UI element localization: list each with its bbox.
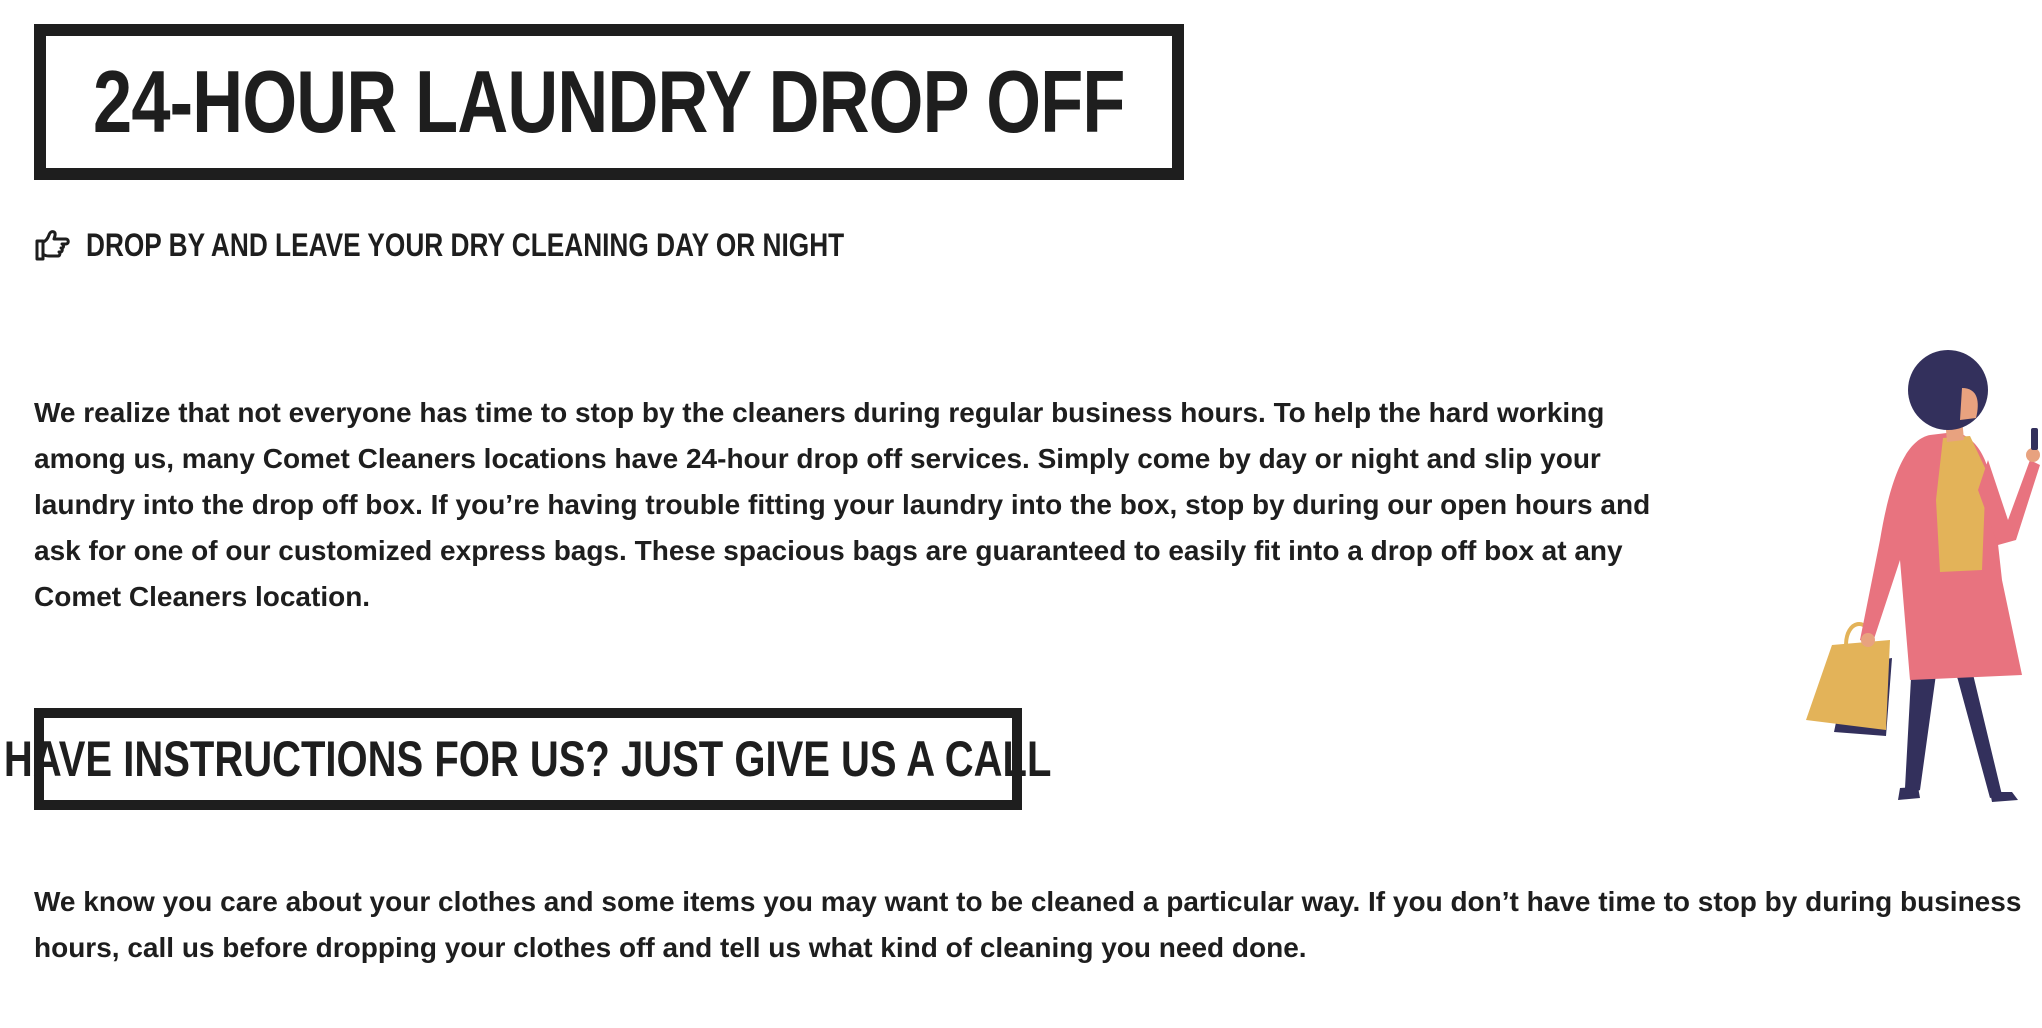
subheading <box>34 222 1011 268</box>
intro-paragraph: We realize that not everyone has time to stop by the cleaners during regular business hours. To help the hard working among us, many Comet Cleaners locations have 24-hour drop off services. Simply come by day or night and slip your laundry into the drop off box. If you’re having trouble fitting your laundry into the box, stop by during our open hours and ask for one of our customized express bags. These spacious bags are guaranteed to easily fit into a drop off box at any Comet Cleaners location. <box>34 397 1651 612</box>
instructions-title-box <box>4 708 1052 810</box>
page-title: 24-HOUR LAUNDRY DROP OFF <box>93 52 1125 151</box>
woman-walking-with-shopping-bags-illustration <box>1740 340 2040 820</box>
subheading-text: DROP BY AND LEAVE YOUR DRY CLEANING DAY OR NIGHT <box>86 226 845 263</box>
page-title-box <box>34 24 1184 180</box>
hand-pointing-right-icon <box>34 227 70 263</box>
instructions-title: HAVE INSTRUCTIONS FOR US? JUST GIVE US A CALL <box>4 731 1052 787</box>
instructions-paragraph: We know you care about your clothes and some items you may want to be cleaned a particular way. If you don’t have time to stop by during business hours, call us before dropping your clothes off and tell us what kind of cleaning you need done. <box>34 886 2022 963</box>
